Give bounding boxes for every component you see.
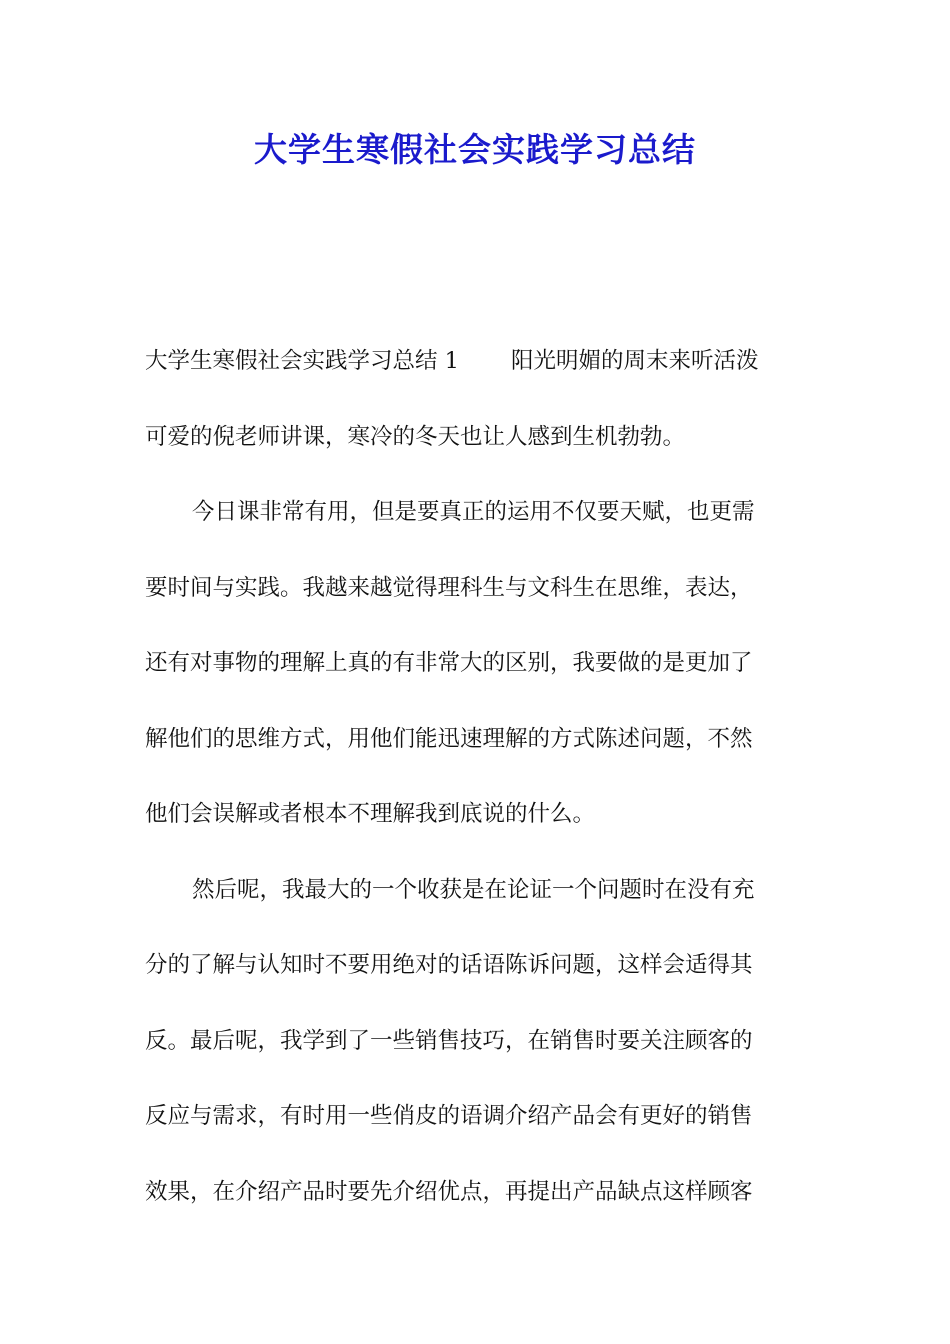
text-line-7: 他们会误解或者根本不理解我到底说的什么。 — [145, 801, 596, 827]
text-line-12: 效果，在介绍产品时要先介绍优点，再提出产品缺点这样顾客 — [145, 1178, 753, 1205]
text-line-11: 反应与需求，有时用一些俏皮的语调介绍产品会有更好的销售 — [145, 1103, 753, 1129]
text-line-1 — [145, 338, 810, 414]
text-line-4: 要时间与实践。我越来越觉得理科生与文科生在思维，表达， — [145, 574, 753, 601]
text-line-2: 可爱的倪老师讲课，寒冷的冬天也让人感到生机勃勃。 — [145, 423, 686, 450]
text-line-1-continuation: 阳光明媚的周末来听活泼 — [510, 348, 759, 374]
text-line-5: 还有对事物的理解上真的有非常大的区别，我要做的是更加了 — [145, 650, 753, 676]
text-line-10: 反。最后呢，我学到了一些销售技巧，在销售时要关注顾客的 — [145, 1027, 753, 1054]
text-line-9: 分的了解与认知时不要用绝对的话语陈诉问题，这样会适得其 — [145, 952, 753, 978]
text-line-8: 然后呢，我最大的一个收获是在论证一个问题时在没有充 — [192, 876, 755, 903]
text-line-3: 今日课非常有用，但是要真正的运用不仅要天赋，也更需 — [192, 499, 755, 525]
document-title: 大学生寒假社会实践学习总结 — [254, 130, 696, 169]
document-body — [145, 338, 810, 1244]
text-line-6: 解他们的思维方式，用他们能迅速理解的方式陈述问题，不然 — [145, 725, 753, 752]
section-heading-inline: 大学生寒假社会实践学习总结 1 — [145, 348, 459, 374]
